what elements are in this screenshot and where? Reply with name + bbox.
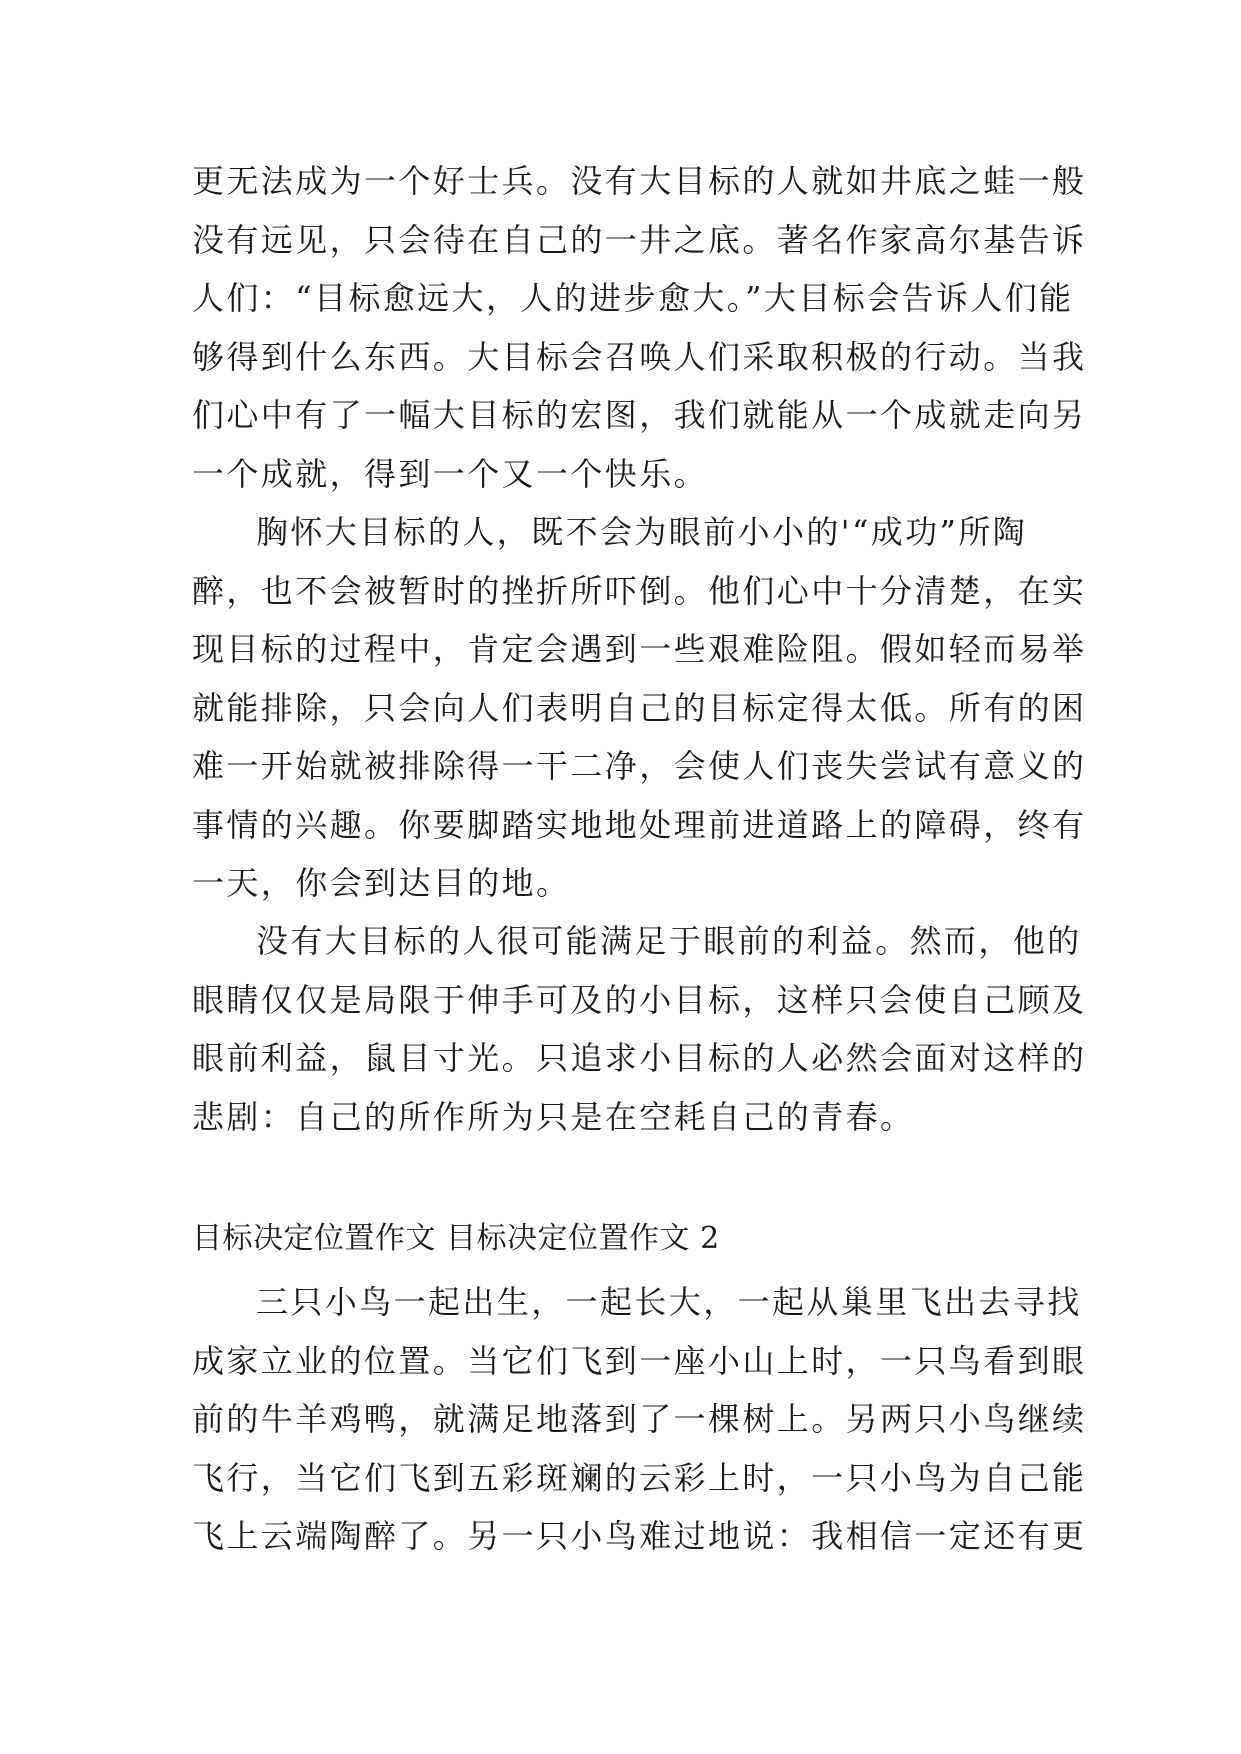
text-line: 飞上云端陶醉了。另一只小鸟难过地说：我相信一定还有更 — [192, 1517, 1087, 1555]
text-line: 事情的兴趣。你要脚踏实地地处理前进道路上的障碍，终有 — [192, 805, 1087, 844]
text-line: 没有大目标的人很可能满足于眼前的利益。然而，他的 — [256, 922, 1082, 960]
section-heading: 目标决定位置作文 目标决定位置作文 2 — [192, 1221, 720, 1256]
text-line: 一个成就，得到一个又一个快乐。 — [192, 454, 709, 493]
paragraph-1 — [192, 152, 1087, 503]
text-line: 现目标的过程中，肯定会遇到一些艰难险阻。假如轻而易举 — [192, 630, 1087, 668]
text-line: 成家立业的位置。当它们飞到一座小山上时，一只鸟看到眼 — [192, 1341, 1087, 1380]
text-line: 们心中有了一幅大目标的宏图，我们就能从一个成就走向另 — [192, 396, 1087, 434]
text-line: 一天，你会到达目的地。 — [192, 864, 571, 902]
paragraph-2 — [192, 503, 1087, 913]
text-line: 胸怀大目标的人，既不会为眼前小小的'“成功”所陶 — [256, 513, 1028, 551]
text-line: 三只小鸟一起出生，一起长大，一起从巢里飞出去寻找 — [256, 1283, 1082, 1321]
text-line: 够得到什么东西。大目标会召唤人们采取积极的行动。当我 — [192, 337, 1087, 376]
paragraph-4 — [192, 1273, 1087, 1566]
text-line: 飞行，当它们飞到五彩斑斓的云彩上时，一只小鸟为自己能 — [192, 1458, 1087, 1497]
text-line: 眼前利益，鼠目寸光。只追求小目标的人必然会面对这样的 — [192, 1039, 1087, 1077]
text-line: 眼睛仅仅是局限于伸手可及的小目标，这样只会使自己顾及 — [192, 980, 1087, 1019]
paragraph-3 — [192, 912, 1087, 1146]
text-line: 更无法成为一个好士兵。没有大目标的人就如井底之蛙一般 — [192, 162, 1087, 200]
text-line: 人们：“目标愈远大，人的进步愈大。”大目标会告诉人们能 — [192, 279, 1074, 317]
text-line: 没有远见，只会待在自己的一井之底。著名作家高尔基告诉 — [192, 220, 1087, 259]
text-line: 难一开始就被排除得一干二净，会使人们丧失尝试有意义的 — [192, 747, 1087, 785]
text-line: 前的牛羊鸡鸭，就满足地落到了一棵树上。另两只小鸟继续 — [192, 1400, 1087, 1438]
text-line: 醉，也不会被暂时的挫折所吓倒。他们心中十分清楚，在实 — [192, 571, 1087, 610]
text-line: 悲剧：自己的所作所为只是在空耗自己的青春。 — [192, 1097, 915, 1136]
text-line: 就能排除，只会向人们表明自己的目标定得太低。所有的困 — [192, 688, 1087, 727]
